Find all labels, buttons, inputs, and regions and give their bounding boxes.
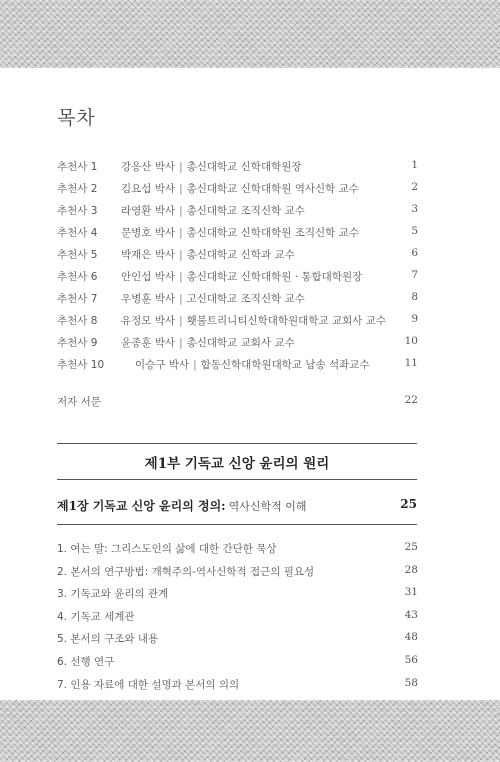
author-affiliation: 총신대학교 신학과 교수 xyxy=(186,249,295,261)
page-number: 11 xyxy=(404,357,418,369)
toc-entry-section[interactable] xyxy=(57,538,418,561)
separator: | xyxy=(179,183,183,195)
toc-entry-chapter[interactable] xyxy=(57,497,417,517)
page-number: 8 xyxy=(411,291,418,303)
separator: | xyxy=(179,249,183,261)
author-name: 라영환 박사 xyxy=(121,205,176,217)
entry-label: 6. 선행 연구 xyxy=(57,655,115,668)
author-affiliation: 횃불트리니티신학대학원대학교 교회사 교수 xyxy=(186,315,387,327)
toc-entry-preface[interactable] xyxy=(57,394,418,410)
page-number: 1 xyxy=(411,159,418,171)
separator: | xyxy=(179,161,183,173)
part-rule-top xyxy=(57,443,417,444)
separator: | xyxy=(179,293,183,305)
page-number: 2 xyxy=(411,181,418,193)
author-affiliation: 합동신학대학원대학교 남송 석좌교수 xyxy=(200,359,370,371)
separator: | xyxy=(179,227,183,239)
chapter-subtitle: 역사신학적 이해 xyxy=(228,500,307,513)
entry-label: 추천사 8 xyxy=(57,315,98,327)
author-affiliation: 총신대학교 신학대학원 역사신학 교수 xyxy=(186,183,359,195)
entry-label: 7. 인용 자료에 대한 설명과 본서의 의의 xyxy=(57,678,240,691)
toc-entry-section[interactable] xyxy=(57,583,418,606)
page-number: 48 xyxy=(404,631,418,644)
author-name: 문병호 박사 xyxy=(121,227,176,239)
toc-entry-recommendation[interactable] xyxy=(57,310,418,332)
page-number: 58 xyxy=(404,676,418,689)
toc-entry-section[interactable] xyxy=(57,651,418,674)
entry-label: 추천사 10 xyxy=(57,359,105,371)
page-number: 3 xyxy=(411,203,418,215)
page-number: 31 xyxy=(404,586,418,599)
toc-entry-recommendation[interactable] xyxy=(57,222,418,244)
part-rule-bottom xyxy=(57,479,417,480)
author-name: 안인섭 박사 xyxy=(121,271,176,283)
entry-label: 추천사 9 xyxy=(57,337,98,349)
author-name: 강응산 박사 xyxy=(121,161,176,173)
entry-label: 4. 기독교 세계관 xyxy=(57,610,135,623)
page-number: 22 xyxy=(404,394,418,406)
toc-entry-recommendation[interactable] xyxy=(57,354,418,376)
entry-label: 1. 여는 말: 그리스도인의 삶에 대한 간단한 묵상 xyxy=(57,543,277,555)
author-name: 우병훈 박사 xyxy=(121,293,176,305)
page-number: 25 xyxy=(400,497,417,511)
recommendation-list xyxy=(57,156,418,376)
entry-label: 추천사 1 xyxy=(57,161,98,173)
entry-label: 저자 서문 xyxy=(57,396,101,408)
author-affiliation: 고신대학교 조직신학 교수 xyxy=(186,293,305,305)
toc-entry-section[interactable] xyxy=(57,674,418,697)
section-list xyxy=(57,538,418,696)
toc-entry-recommendation[interactable] xyxy=(57,200,418,222)
separator: | xyxy=(179,205,183,217)
toc-entry-section[interactable] xyxy=(57,606,418,629)
toc-title: 목차 xyxy=(57,107,96,129)
entry-label: 추천사 7 xyxy=(57,293,98,305)
toc-entry-recommendation[interactable] xyxy=(57,178,418,200)
chapter-title: 제1장 기독교 신앙 윤리의 정의: xyxy=(57,499,226,513)
page-number: 25 xyxy=(404,541,418,553)
page-number: 6 xyxy=(411,247,418,259)
toc-entry-recommendation[interactable] xyxy=(57,332,418,354)
entry-label: 추천사 2 xyxy=(57,183,98,195)
page-number: 28 xyxy=(404,563,418,576)
entry-label: 2. 본서의 연구방법: 개혁주의-역사신학적 접근의 필요성 xyxy=(57,565,315,578)
toc-entry-recommendation[interactable] xyxy=(57,244,418,266)
page-number: 5 xyxy=(411,225,418,237)
page-number: 43 xyxy=(404,608,418,621)
entry-label: 3. 기독교와 윤리의 관계 xyxy=(57,588,169,601)
author-affiliation: 총신대학교 신학대학원 · 통합대학원장 xyxy=(186,271,363,283)
entry-label: 추천사 4 xyxy=(57,227,98,239)
toc-entry-section[interactable] xyxy=(57,561,418,584)
chapter-rule xyxy=(57,524,417,525)
entry-label: 5. 본서의 구조와 내용 xyxy=(57,633,159,646)
page-number: 9 xyxy=(411,313,418,325)
author-name: 박재은 박사 xyxy=(121,249,176,261)
toc-entry-section[interactable] xyxy=(57,628,418,651)
toc-entry-recommendation[interactable] xyxy=(57,288,418,310)
author-name: 이승구 박사 xyxy=(135,359,190,371)
page-number: 56 xyxy=(404,653,418,666)
bottom-texture-band xyxy=(0,700,500,762)
author-affiliation: 총신대학교 신학대학원 조직신학 교수 xyxy=(186,227,359,239)
entry-label: 추천사 6 xyxy=(57,271,98,283)
entry-label: 추천사 5 xyxy=(57,249,98,261)
separator: | xyxy=(193,359,197,371)
author-affiliation: 총신대학교 신학대학원장 xyxy=(186,161,302,173)
page-number: 7 xyxy=(411,269,418,281)
page-number: 10 xyxy=(404,335,418,347)
top-texture-band xyxy=(0,0,500,68)
author-affiliation: 총신대학교 조직신학 교수 xyxy=(186,205,305,217)
toc-entry-recommendation[interactable] xyxy=(57,156,418,178)
author-affiliation: 총신대학교 교회사 교수 xyxy=(186,337,295,349)
author-name: 김요섭 박사 xyxy=(121,183,176,195)
toc-entry-recommendation[interactable] xyxy=(57,266,418,288)
separator: | xyxy=(179,337,183,349)
author-name: 윤종훈 박사 xyxy=(121,337,176,349)
author-name: 유정모 박사 xyxy=(121,315,176,327)
separator: | xyxy=(179,315,183,327)
part-title[interactable]: 제1부 기독교 신앙 윤리의 원리 xyxy=(144,456,330,472)
separator: | xyxy=(179,271,183,283)
entry-label: 추천사 3 xyxy=(57,205,98,217)
